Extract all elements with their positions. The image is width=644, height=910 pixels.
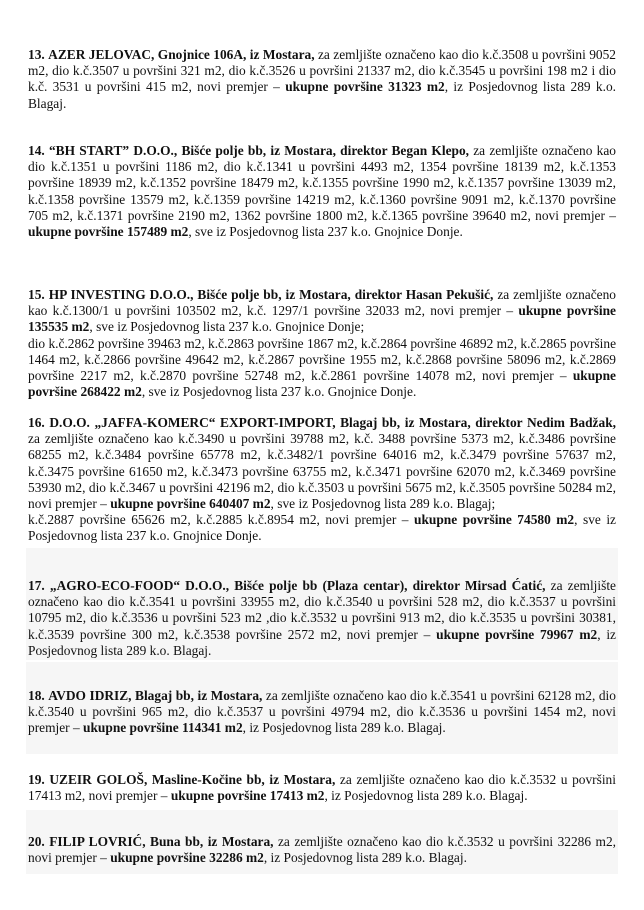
entry-tail: , iz Posjedovnog lista 289 k.o. Blagaj. [242, 720, 446, 736]
entry-number: 13. [28, 47, 45, 62]
entry-total: ukupne površine 268422 m2 [28, 368, 616, 400]
entry-tail: , sve iz Posjedovnog lista 237 k.o. Gnojnice Donje. [188, 224, 463, 240]
entry-heading: HP INVESTING D.O.O., Bišće polje bb, iz Mostara, direktor Hasan Pekušić, [48, 287, 494, 302]
entry-paragraph [28, 512, 616, 544]
entry-total: ukupne površine 32286 m2 [110, 850, 264, 866]
entry-total: ukupne površine 135535 m2 [28, 303, 617, 335]
entry-13 [28, 47, 616, 112]
entry-19 [28, 772, 616, 804]
entry-tail: , iz Posjedovnog lista 289 k.o. Blagaj. [28, 79, 616, 111]
entry-heading: “BH START” D.O.O., Bišće polje bb, iz Mostara, direktor Began Klepo, [48, 143, 469, 158]
entry-text: k.č.2887 površine 65626 m2, k.č.2885 k.č.8954 m2, novi premjer – [28, 512, 415, 528]
entry-heading: AZER JELOVAC, Gnojnice 106A, iz Mostara, [48, 47, 315, 62]
entry-text: za zemljište označeno kao k.č.3490 u površini 39788 m2, k.č. 3488 površine 5373 m2, k.č.3486 površine 68255 m2, k.č.3484 površine 65778 m2, k.č.3482/1 površine 64016 m2, k.č.3479 površine 57637 m2, k.č.3475 površine 61650 m2, k.č.3473 površine 63755 m2, k.č.3471 površine 62070 m2, k.č.3469 površine 53930 m2, dio k.č.3467 u površini 42196 m2, dio k.č.3503 u površini 5675 m2, k.č.3505 površine 50284 m2, novi premjer – [28, 431, 616, 512]
entry-18 [28, 688, 616, 737]
entry-paragraph [28, 688, 616, 737]
entry-text: za zemljište označeno kao dio k.č.3532 u površini 32286 m2, novi premjer – [28, 834, 616, 866]
entry-paragraph [28, 336, 616, 401]
entry-number: 20. [28, 834, 45, 849]
entry-text: za zemljište označeno kao dio k.č.3532 u površini 17413 m2, novi premjer – [28, 772, 616, 804]
entry-heading: AVDO IDRIZ, Blagaj bb, iz Mostara, [48, 688, 263, 703]
entry-number: 19. [28, 772, 45, 787]
entry-number: 14. [28, 143, 45, 158]
entry-total: ukupne površine 79967 m2 [436, 626, 598, 642]
entry-text: za zemljište označeno kao dio k.č.3541 u površini 33955 m2, dio k.č.3540 u površini 528 m2, dio k.č.3537 u površini 10795 m2, dio k.č.3536 u površini 523 m2 ,dio k.č.3532 u površini 913 m2, dio k.č.3535 u površini 30381, k.č.3539 površine 300 m2, k.č.3538 površine 2572 m2, novi premjer – [28, 578, 616, 642]
entry-tail: , sve iz Posjedovnog lista 237 k.o. Gnojnice Donje; [89, 319, 365, 335]
entry-total: ukupne površine 157489 m2 [28, 224, 189, 240]
entry-15 [28, 287, 616, 400]
entry-paragraph [28, 415, 616, 512]
entry-heading: „AGRO-ECO-FOOD“ D.O.O., Bišće polje bb (Plaza centar), direktor Mirsad Ćatić, [49, 578, 546, 593]
entry-text: za zemljište označeno kao dio k.č.3508 u površini 9052 m2, dio k.č.3507 u površini 321 m2, dio k.č.3526 u površini 21337 m2, dio k.č.3545 u površini 198 m2 i dio k.č. 3531 u površini 415 m2, novi premjer – [28, 47, 616, 95]
entry-total: ukupne površine 114341 m2 [83, 720, 243, 736]
entry-number: 18. [28, 688, 45, 703]
entry-text: dio k.č.2862 površine 39463 m2, k.č.2863 površine 1867 m2, k.č.2864 površine 46892 m2, k.č.2865 površine 1464 m2, k.č.2866 površine 49642 m2, k.č.2867 površine 1955 m2, k.č.2868 površine 58096 m2, k.č.2869 površine 2217 m2, k.č.2870 površine 52748 m2, k.č.2861 površine 14078 m2, novi premjer – [28, 335, 617, 384]
entry-17 [28, 578, 616, 659]
entry-paragraph [28, 287, 616, 336]
entry-14 [28, 143, 616, 240]
entry-20 [28, 834, 616, 866]
entry-number: 17. [28, 578, 45, 593]
entry-paragraph [28, 578, 616, 659]
entry-total: ukupne površine 640407 m2 [110, 496, 271, 512]
entry-paragraph [28, 772, 616, 804]
entry-tail: , iz Posjedovnog lista 289 k.o. Blagaj. [324, 788, 528, 804]
entry-heading: FILIP LOVRIĆ, Buna bb, iz Mostara, [49, 834, 274, 849]
entry-paragraph [28, 834, 616, 866]
entry-number: 16. [28, 415, 45, 430]
entry-total: ukupne površine 74580 m2 [414, 512, 575, 528]
entry-paragraph [28, 47, 616, 112]
entry-tail: , iz Posjedovnog lista 289 k.o. Blagaj. [28, 626, 616, 658]
entry-heading: UZEIR GOLOŠ, Masline-Kočine bb, iz Mostara, [49, 772, 336, 787]
entry-tail: , iz Posjedovnog lista 289 k.o. Blagaj. [263, 850, 467, 866]
entry-tail: , sve iz Posjedovnog lista 237 k.o. Gnojnice Donje. [28, 512, 617, 544]
entry-text: za zemljište označeno kao k.č.1300/1 u površini 103502 m2, k.č. 1297/1 površine 32033 m2, novi premjer – [28, 287, 616, 319]
entry-total: ukupne površine 31323 m2 [285, 79, 445, 95]
entry-paragraph [28, 143, 616, 240]
entry-number: 15. [28, 287, 45, 302]
entry-text: za zemljište označeno kao dio k.č.3541 u površini 62128 m2, dio k.č.3540 u površini 965 m2, dio k.č.3537 u površini 49794 m2, dio k.č.3536 u površini 1454 m2, novi premjer – [28, 688, 616, 736]
entry-tail: , sve iz Posjedovnog lista 289 k.o. Blagaj; [270, 496, 496, 512]
entry-16 [28, 415, 616, 545]
entry-total: ukupne površine 17413 m2 [170, 788, 325, 804]
entry-text: za zemljište označeno kao dio k.č.1351 u površini 1186 m2, dio k.č.1341 u površini 4493 m2, 1354 površine 18139 m2, k.č.1353 površine 18939 m2, k.č.1352 površine 18479 m2, k.č.1355 površine 1990 m2, k.č.1357 površine 13039 m2, k.č.1358 površine 13579 m2, k.č.1359 površine 14219 m2, k.č.1360 površine 9091 m2, k.č.1370 površine 705 m2, k.č.1371 površine 2190 m2, 1362 površine 1800 m2, k.č.1365 površine 39640 m2, novi premjer – [28, 143, 616, 223]
entry-tail: , sve iz Posjedovnog lista 237 k.o. Gnojnice Donje. [141, 384, 417, 400]
entry-heading: D.O.O. „JAFFA-KOMERC“ EXPORT-IMPORT, Blagaj bb, iz Mostara, direktor Nedim Badžak, [49, 415, 616, 430]
